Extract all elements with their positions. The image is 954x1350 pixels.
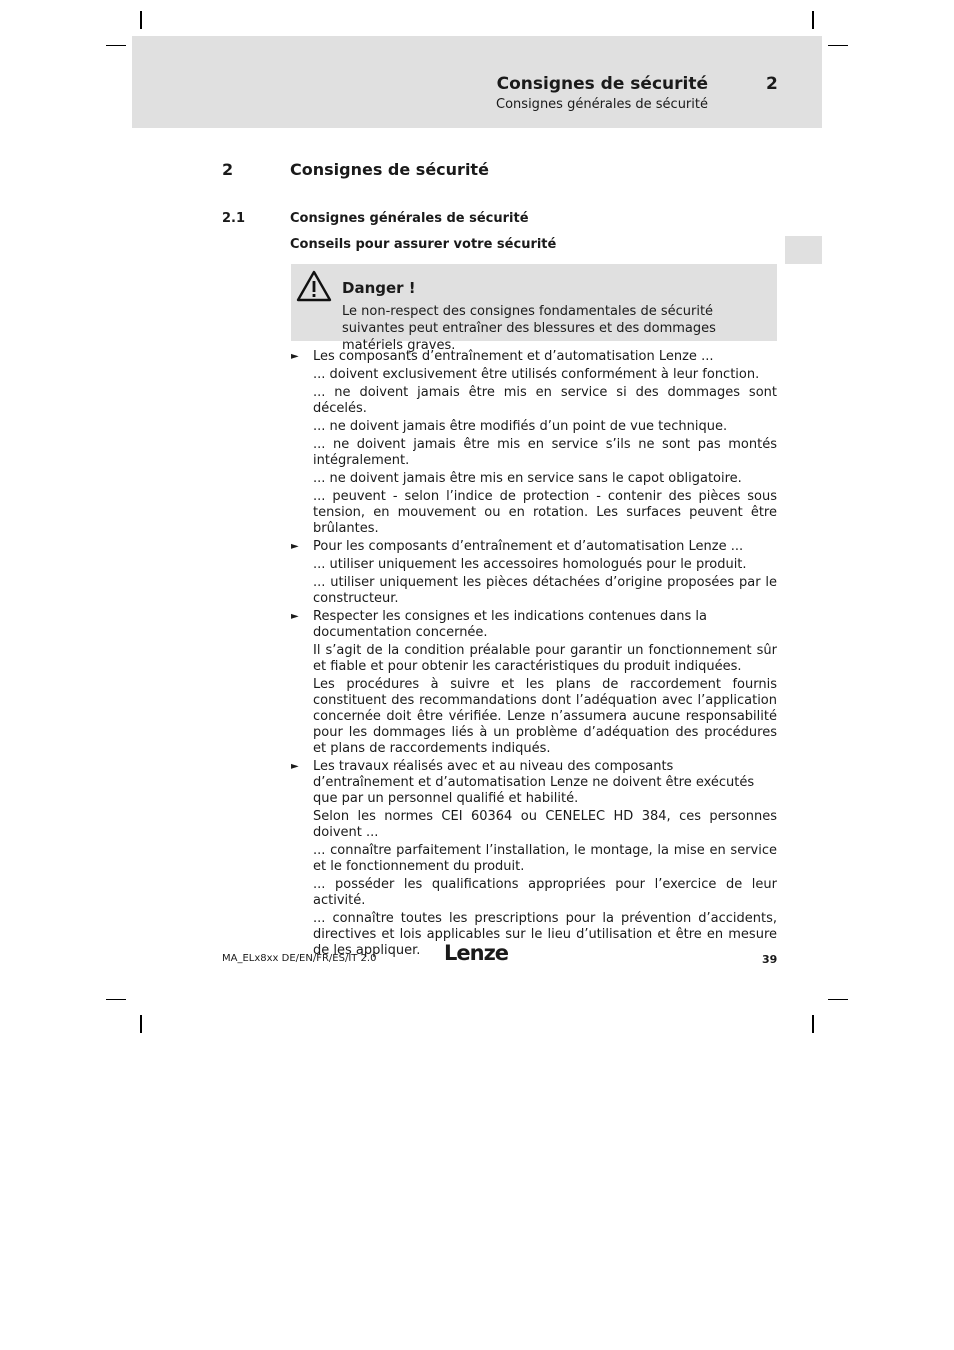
sub-item: ... utiliser uniquement les pièces détachées d’origine proposées par le constructeur. <box>313 575 777 606</box>
list-item <box>313 759 777 959</box>
sub-item: ... ne doivent jamais être mis en service si des dommages sont décelés. <box>313 385 777 416</box>
warning-triangle-icon <box>296 270 332 306</box>
section-number: 2 <box>222 160 234 179</box>
crop-mark <box>106 999 126 1000</box>
crop-mark <box>140 1015 142 1033</box>
sub-item: ... connaître parfaitement l’installation, le montage, la mise en service et le fonctionnement du produit. <box>313 843 777 874</box>
subheading: Conseils pour assurer votre sécurité <box>290 237 557 252</box>
crop-mark <box>828 45 848 46</box>
crop-mark <box>106 45 126 46</box>
sub-item: ... doivent exclusivement être utilisés conformément à leur fonction. <box>313 367 760 382</box>
bullet-text: ► Pour les composants d’entraînement et d’automatisation Lenze ... <box>313 539 777 555</box>
sub-item: ... posséder les qualifications appropriées pour l’exercice de leur activité. <box>313 877 777 908</box>
crop-mark <box>828 999 848 1000</box>
bullet-text: ► Les composants d’entraînement et d’automatisation Lenze ... <box>313 349 777 365</box>
subsection-title: Consignes générales de sécurité <box>290 211 529 226</box>
danger-text: Le non-respect des consignes fondamentales de sécurité suivantes peut entraîner des blessures et des dommages matériels graves. <box>342 304 716 353</box>
sub-item: Selon les normes CEI 60364 ou CENELEC HD 384, ces personnes doivent ... <box>313 809 777 840</box>
chapter-number: 2 <box>766 74 778 94</box>
sub-item: ... ne doivent jamais être mis en service s’ils ne sont pas montés intégralement. <box>313 437 777 468</box>
list-item <box>313 349 777 537</box>
bullet-text: ► Respecter les consignes et les indications contenues dans la documentation concernée. <box>313 609 777 641</box>
page-number: 39 <box>762 953 778 966</box>
sub-item: Il s’agit de la condition préalable pour garantir un fonctionnement sûr et fiable et pour obtenir les caractéristiques du produit indiquées. <box>313 643 777 674</box>
list-item <box>313 539 777 607</box>
lenze-logo: Lenze <box>444 941 509 965</box>
chapter-title: Consignes de sécurité <box>496 74 708 94</box>
safety-list <box>313 347 777 959</box>
crop-mark <box>812 11 814 29</box>
subsection-number: 2.1 <box>222 211 246 226</box>
sub-item: ... ne doivent jamais être modifiés d’un point de vue technique. <box>313 419 728 434</box>
section-title: Consignes de sécurité <box>290 160 489 179</box>
sub-item: ... peuvent - selon l’indice de protection - contenir des pièces sous tension, en mouvement ou en rotation. Les surfaces peuvent être brûlantes. <box>313 489 777 536</box>
document-id: MA_ELx8xx DE/EN/FR/ES/IT 2.0 <box>222 953 377 964</box>
list-item <box>313 609 777 757</box>
sub-item: ... ne doivent jamais être mis en service sans le capot obligatoire. <box>313 471 742 486</box>
sub-item: ... connaître toutes les prescriptions pour la prévention d’accidents, directives et lois applicables sur le lieu d’utilisation et être en mesure de les appliquer. <box>313 911 777 958</box>
sub-item: ... utiliser uniquement les accessoires homologués pour le produit. <box>313 557 747 572</box>
thumb-tab <box>785 236 822 264</box>
sub-item: Les procédures à suivre et les plans de raccordement fournis constituent des recommandations dont l’adéquation avec l’application concernée doit être vérifiée. Lenze n’assumera aucune responsabilité pour les dommages liés à un problème d’adéquation des procédures et plans de raccordements indiqués. <box>313 677 777 756</box>
crop-mark <box>812 1015 814 1033</box>
crop-mark <box>140 11 142 29</box>
section-subtitle: Consignes générales de sécurité <box>496 97 708 112</box>
header-band <box>132 36 822 128</box>
bullet-text: ► Les travaux réalisés avec et au niveau des composants d’entraînement et d’automatisation Lenze ne doivent être exécutés que par un personnel qualifié et habilité. <box>313 759 777 807</box>
danger-label: Danger ! <box>342 279 416 297</box>
danger-notice <box>291 264 777 353</box>
